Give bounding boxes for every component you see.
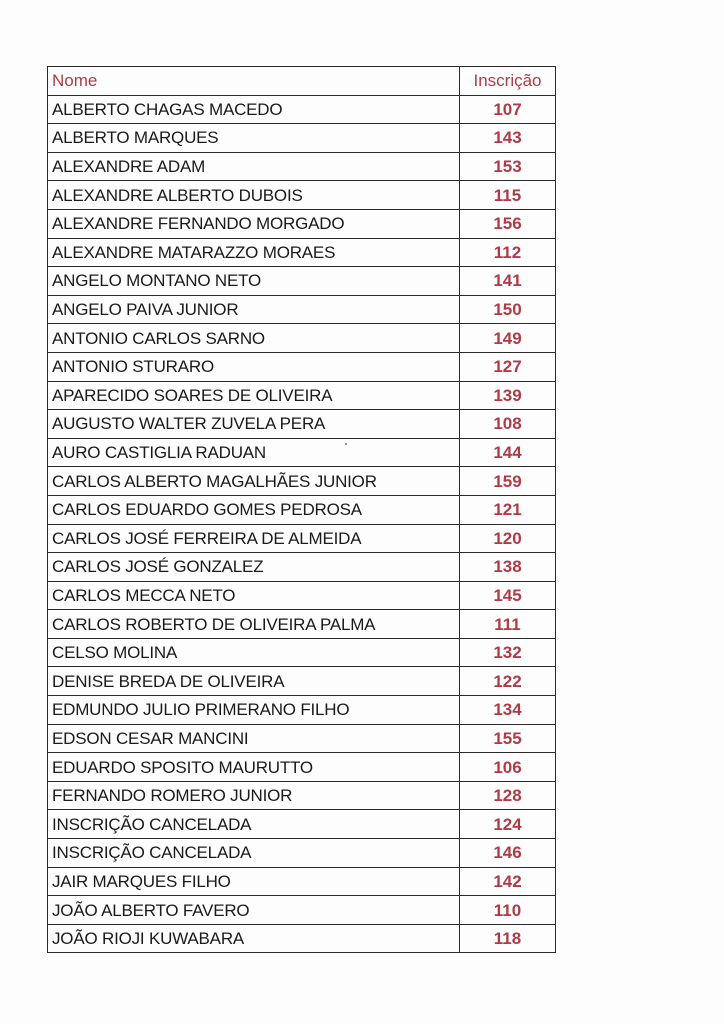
table-row [48, 724, 556, 753]
row-registration-number: 128 [460, 781, 556, 810]
row-registration-number: 112 [460, 238, 556, 267]
row-registration-number: 144 [460, 438, 556, 467]
table-row [48, 524, 556, 553]
row-registration-number: 120 [460, 524, 556, 553]
row-name: ANGELO MONTANO NETO [48, 267, 460, 296]
table-row [48, 638, 556, 667]
row-registration-number: 132 [460, 638, 556, 667]
row-name: JOÃO RIOJI KUWABARA [48, 924, 460, 953]
table-body [48, 95, 556, 953]
row-registration-number: 159 [460, 467, 556, 496]
table-row [48, 495, 556, 524]
table-row [48, 581, 556, 610]
row-registration-number: 141 [460, 267, 556, 296]
table-row [48, 810, 556, 839]
table-row [48, 295, 556, 324]
row-registration-number: 121 [460, 495, 556, 524]
table-row [48, 667, 556, 696]
row-name: INSCRIÇÃO CANCELADA [48, 839, 460, 868]
row-name: AUGUSTO WALTER ZUVELA PERA [48, 410, 460, 439]
row-name: EDUARDO SPOSITO MAURUTTO [48, 753, 460, 782]
table-row [48, 181, 556, 210]
table-row [48, 610, 556, 639]
row-registration-number: 143 [460, 124, 556, 153]
row-name: EDSON CESAR MANCINI [48, 724, 460, 753]
table-row [48, 781, 556, 810]
table-row [48, 696, 556, 725]
row-registration-number: 150 [460, 295, 556, 324]
table-row [48, 839, 556, 868]
row-name: JOÃO ALBERTO FAVERO [48, 896, 460, 925]
row-registration-number: 118 [460, 924, 556, 953]
row-registration-number: 146 [460, 839, 556, 868]
row-name: DENISE BREDA DE OLIVEIRA [48, 667, 460, 696]
column-header-name: Nome [48, 67, 460, 96]
row-name: FERNANDO ROMERO JUNIOR [48, 781, 460, 810]
row-name: INSCRIÇÃO CANCELADA [48, 810, 460, 839]
table-row [48, 410, 556, 439]
table-row [48, 381, 556, 410]
table-row [48, 867, 556, 896]
row-name: CARLOS JOSÉ GONZALEZ [48, 553, 460, 582]
row-name: ANTONIO STURARO [48, 352, 460, 381]
row-registration-number: 134 [460, 696, 556, 725]
scan-speck [345, 443, 347, 445]
table-row [48, 753, 556, 782]
row-registration-number: 153 [460, 152, 556, 181]
table-row [48, 467, 556, 496]
row-registration-number: 149 [460, 324, 556, 353]
table-row [48, 152, 556, 181]
row-registration-number: 115 [460, 181, 556, 210]
row-name: ALEXANDRE ALBERTO DUBOIS [48, 181, 460, 210]
row-name: CARLOS MECCA NETO [48, 581, 460, 610]
table-row [48, 352, 556, 381]
table-row [48, 95, 556, 124]
row-registration-number: 108 [460, 410, 556, 439]
table-header-row [48, 67, 556, 96]
row-registration-number: 138 [460, 553, 556, 582]
row-registration-number: 145 [460, 581, 556, 610]
row-registration-number: 124 [460, 810, 556, 839]
row-registration-number: 139 [460, 381, 556, 410]
row-name: ALBERTO MARQUES [48, 124, 460, 153]
row-name: ALBERTO CHAGAS MACEDO [48, 95, 460, 124]
table-row [48, 238, 556, 267]
row-registration-number: 110 [460, 896, 556, 925]
row-registration-number: 127 [460, 352, 556, 381]
row-registration-number: 122 [460, 667, 556, 696]
row-name: APARECIDO SOARES DE OLIVEIRA [48, 381, 460, 410]
row-name: ALEXANDRE ADAM [48, 152, 460, 181]
row-name: CARLOS ALBERTO MAGALHÃES JUNIOR [48, 467, 460, 496]
row-registration-number: 107 [460, 95, 556, 124]
row-registration-number: 106 [460, 753, 556, 782]
table-row [48, 124, 556, 153]
table-row [48, 209, 556, 238]
row-name: AURO CASTIGLIA RADUAN [48, 438, 460, 467]
registration-table [47, 66, 556, 953]
table-row [48, 924, 556, 953]
row-name: CARLOS EDUARDO GOMES PEDROSA [48, 495, 460, 524]
row-name: ANGELO PAIVA JUNIOR [48, 295, 460, 324]
row-name: ALEXANDRE FERNANDO MORGADO [48, 209, 460, 238]
table-row [48, 267, 556, 296]
row-registration-number: 142 [460, 867, 556, 896]
table-row [48, 896, 556, 925]
row-registration-number: 111 [460, 610, 556, 639]
row-name: EDMUNDO JULIO PRIMERANO FILHO [48, 696, 460, 725]
row-name: JAIR MARQUES FILHO [48, 867, 460, 896]
table-row [48, 553, 556, 582]
row-registration-number: 156 [460, 209, 556, 238]
row-registration-number: 155 [460, 724, 556, 753]
table-row [48, 324, 556, 353]
row-name: ALEXANDRE MATARAZZO MORAES [48, 238, 460, 267]
table-row [48, 438, 556, 467]
row-name: ANTONIO CARLOS SARNO [48, 324, 460, 353]
row-name: CARLOS ROBERTO DE OLIVEIRA PALMA [48, 610, 460, 639]
row-name: CARLOS JOSÉ FERREIRA DE ALMEIDA [48, 524, 460, 553]
column-header-registration: Inscrição [460, 67, 556, 96]
row-name: CELSO MOLINA [48, 638, 460, 667]
